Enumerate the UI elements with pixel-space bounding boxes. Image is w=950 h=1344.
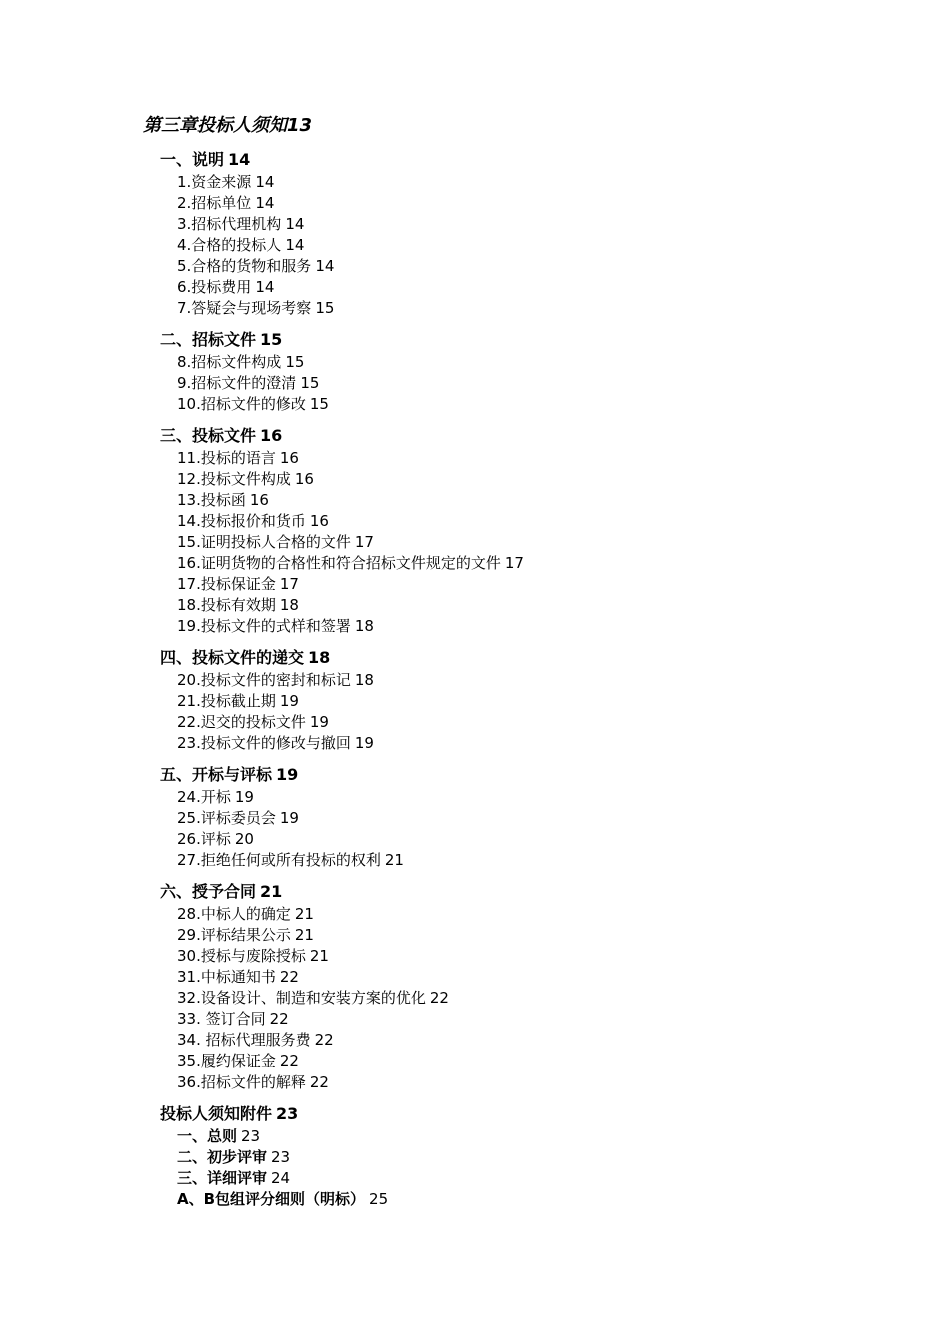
toc-entry	[177, 946, 329, 966]
toc-entry	[177, 373, 319, 393]
toc-entry-page-number: 21	[294, 905, 314, 923]
toc-entry-page-number: 15	[300, 374, 320, 392]
toc-entry	[177, 394, 329, 414]
toc-section-heading	[160, 149, 250, 171]
toc-entry	[177, 787, 254, 807]
toc-entry	[177, 1072, 329, 1092]
toc-entry	[177, 1030, 334, 1050]
toc-entry-page-number: 21	[309, 947, 329, 965]
toc-entry-page-number: 22	[429, 989, 449, 1007]
toc-entry-page-number: 16	[279, 449, 299, 467]
toc-entry-page-number: 22	[279, 1052, 299, 1070]
toc-section-page-number: 21	[260, 882, 283, 901]
toc-section-title: 五、开标与评标	[160, 765, 273, 784]
toc-entry-page-number: 18	[279, 596, 299, 614]
toc-entry	[177, 1051, 299, 1071]
toc-entry	[177, 988, 449, 1008]
toc-entry-title: 3.招标代理机构	[177, 215, 282, 233]
toc-entry-page-number: 21	[384, 851, 404, 869]
toc-entry-page-number: 14	[285, 215, 305, 233]
toc-entry-page-number: 14	[255, 278, 275, 296]
toc-section-heading	[160, 764, 298, 786]
toc-entry-page-number: 19	[279, 692, 299, 710]
toc-entry-title: 36.招标文件的解释	[177, 1073, 306, 1091]
toc-entry-page-number: 15	[309, 395, 329, 413]
toc-entry-title: 15.证明投标人合格的文件	[177, 533, 351, 551]
toc-entry-title: 4.合格的投标人	[177, 236, 282, 254]
toc-entry-page-number: 23	[271, 1148, 291, 1166]
toc-section-heading	[160, 329, 282, 351]
chapter-heading	[143, 114, 312, 138]
toc-entry-title: 三、详细评审	[177, 1169, 268, 1187]
toc-entry-page-number: 22	[269, 1010, 289, 1028]
toc-entry-page-number: 15	[285, 353, 305, 371]
toc-entry	[177, 172, 274, 192]
toc-entry-title: 24.开标	[177, 788, 231, 806]
toc-entry-title: 35.履约保证金	[177, 1052, 276, 1070]
toc-entry-page-number: 18	[354, 671, 374, 689]
toc-entry-title: 9.招标文件的澄清	[177, 374, 297, 392]
toc-entry-page-number: 18	[354, 617, 374, 635]
toc-entry-page-number: 17	[504, 554, 524, 572]
toc-entry-title: 10.招标文件的修改	[177, 395, 306, 413]
toc-entry	[177, 511, 329, 531]
toc-entry	[177, 1126, 260, 1146]
toc-entry	[177, 214, 304, 234]
toc-entry	[177, 1009, 289, 1029]
toc-section-page-number: 16	[260, 426, 283, 445]
toc-entry-title: 11.投标的语言	[177, 449, 276, 467]
chapter-page-number: 13	[287, 115, 313, 136]
toc-entry-page-number: 17	[354, 533, 374, 551]
toc-entry-page-number: 19	[354, 734, 374, 752]
toc-entry-title: 30.授标与废除授标	[177, 947, 306, 965]
toc-entry-page-number: 21	[294, 926, 314, 944]
toc-section-heading	[160, 881, 282, 903]
toc-entry-title: 34. 招标代理服务费	[177, 1031, 311, 1049]
toc-entry	[177, 298, 334, 318]
toc-entry-page-number: 20	[234, 830, 254, 848]
toc-entry-title: 26.评标	[177, 830, 231, 848]
toc-entry	[177, 193, 274, 213]
toc-entry-title: 一、总则	[177, 1127, 238, 1145]
toc-entry-title: 20.投标文件的密封和标记	[177, 671, 351, 689]
toc-entry-page-number: 19	[279, 809, 299, 827]
toc-section-page-number: 18	[308, 648, 331, 667]
toc-entry	[177, 691, 299, 711]
toc-entry-title: 33. 签订合同	[177, 1010, 266, 1028]
toc-entry	[177, 277, 274, 297]
toc-entry	[177, 829, 254, 849]
toc-entry	[177, 904, 314, 924]
toc-entry	[177, 808, 299, 828]
toc-entry-page-number: 14	[315, 257, 335, 275]
toc-section-title: 四、投标文件的递交	[160, 648, 305, 667]
toc-entry	[177, 574, 299, 594]
toc-entry-page-number: 19	[234, 788, 254, 806]
toc-entry-page-number: 17	[279, 575, 299, 593]
toc-entry-page-number: 22	[309, 1073, 329, 1091]
toc-entry-title: 31.中标通知书	[177, 968, 276, 986]
toc-entry-title: 16.证明货物的合格性和符合招标文件规定的文件	[177, 554, 501, 572]
toc-entry-title: 22.迟交的投标文件	[177, 713, 306, 731]
toc-entry-title: 6.投标费用	[177, 278, 252, 296]
toc-entry	[177, 448, 299, 468]
toc-entry-page-number: 23	[241, 1127, 261, 1145]
toc-section-title: 三、投标文件	[160, 426, 257, 445]
toc-entry-page-number: 15	[315, 299, 335, 317]
toc-entry-title: 27.拒绝任何或所有投标的权利	[177, 851, 381, 869]
toc-entry-title: 14.投标报价和货币	[177, 512, 306, 530]
toc-entry-page-number: 22	[314, 1031, 334, 1049]
toc-entry-title: 29.评标结果公示	[177, 926, 291, 944]
toc-entry-title: 2.招标单位	[177, 194, 252, 212]
toc-entry-title: 23.投标文件的修改与撤回	[177, 734, 351, 752]
toc-entry	[177, 1189, 388, 1209]
toc-entry-page-number: 16	[249, 491, 269, 509]
toc-entry	[177, 469, 314, 489]
toc-entry	[177, 1147, 290, 1167]
toc-entry-page-number: 14	[255, 173, 275, 191]
toc-entry	[177, 532, 374, 552]
toc-entry-title: 28.中标人的确定	[177, 905, 291, 923]
toc-entry-title: 18.投标有效期	[177, 596, 276, 614]
toc-entry	[177, 1168, 290, 1188]
toc-entry-title: 二、初步评审	[177, 1148, 268, 1166]
toc-section-page-number: 15	[260, 330, 283, 349]
toc-section-heading	[160, 1103, 298, 1125]
toc-section-title: 六、授予合同	[160, 882, 257, 901]
toc-entry-page-number: 16	[294, 470, 314, 488]
toc-entry-page-number: 24	[271, 1169, 291, 1187]
toc-entry-title: 19.投标文件的式样和签署	[177, 617, 351, 635]
toc-entry-title: 21.投标截止期	[177, 692, 276, 710]
toc-section-title: 投标人须知附件	[160, 1104, 273, 1123]
toc-entry	[177, 256, 334, 276]
toc-entry-page-number: 19	[309, 713, 329, 731]
toc-entry-title: 12.投标文件构成	[177, 470, 291, 488]
toc-entry-page-number: 22	[279, 968, 299, 986]
toc-section-heading	[160, 647, 330, 669]
toc-entry-title: 25.评标委员会	[177, 809, 276, 827]
toc-entry	[177, 595, 299, 615]
toc-entry	[177, 670, 374, 690]
toc-entry	[177, 967, 299, 987]
toc-entry	[177, 925, 314, 945]
toc-entry-title: 8.招标文件构成	[177, 353, 282, 371]
toc-entry	[177, 352, 304, 372]
toc-entry	[177, 490, 269, 510]
toc-entry	[177, 850, 404, 870]
toc-section-heading	[160, 425, 282, 447]
toc-entry-page-number: 16	[309, 512, 329, 530]
toc-entry-page-number: 25	[369, 1190, 389, 1208]
toc-entry	[177, 733, 374, 753]
toc-entry-title: 5.合格的货物和服务	[177, 257, 312, 275]
toc-entry-title: 32.设备设计、制造和安装方案的优化	[177, 989, 426, 1007]
toc-entry-title: 1.资金来源	[177, 173, 252, 191]
toc-section-title: 二、招标文件	[160, 330, 257, 349]
toc-entry-title: A、B包组评分细则（明标）	[177, 1190, 366, 1208]
toc-section-page-number: 19	[276, 765, 299, 784]
toc-entry-title: 13.投标函	[177, 491, 246, 509]
toc-entry	[177, 616, 374, 636]
toc-section-title: 一、说明	[160, 150, 225, 169]
toc-entry	[177, 712, 329, 732]
chapter-title: 第三章投标人须知	[143, 115, 287, 136]
toc-section-page-number: 14	[228, 150, 251, 169]
toc-section-page-number: 23	[276, 1104, 299, 1123]
toc-entry	[177, 235, 304, 255]
toc-entry-title: 7.答疑会与现场考察	[177, 299, 312, 317]
toc-entry-page-number: 14	[255, 194, 275, 212]
toc-entry-page-number: 14	[285, 236, 305, 254]
toc-entry	[177, 553, 524, 573]
toc-entry-title: 17.投标保证金	[177, 575, 276, 593]
